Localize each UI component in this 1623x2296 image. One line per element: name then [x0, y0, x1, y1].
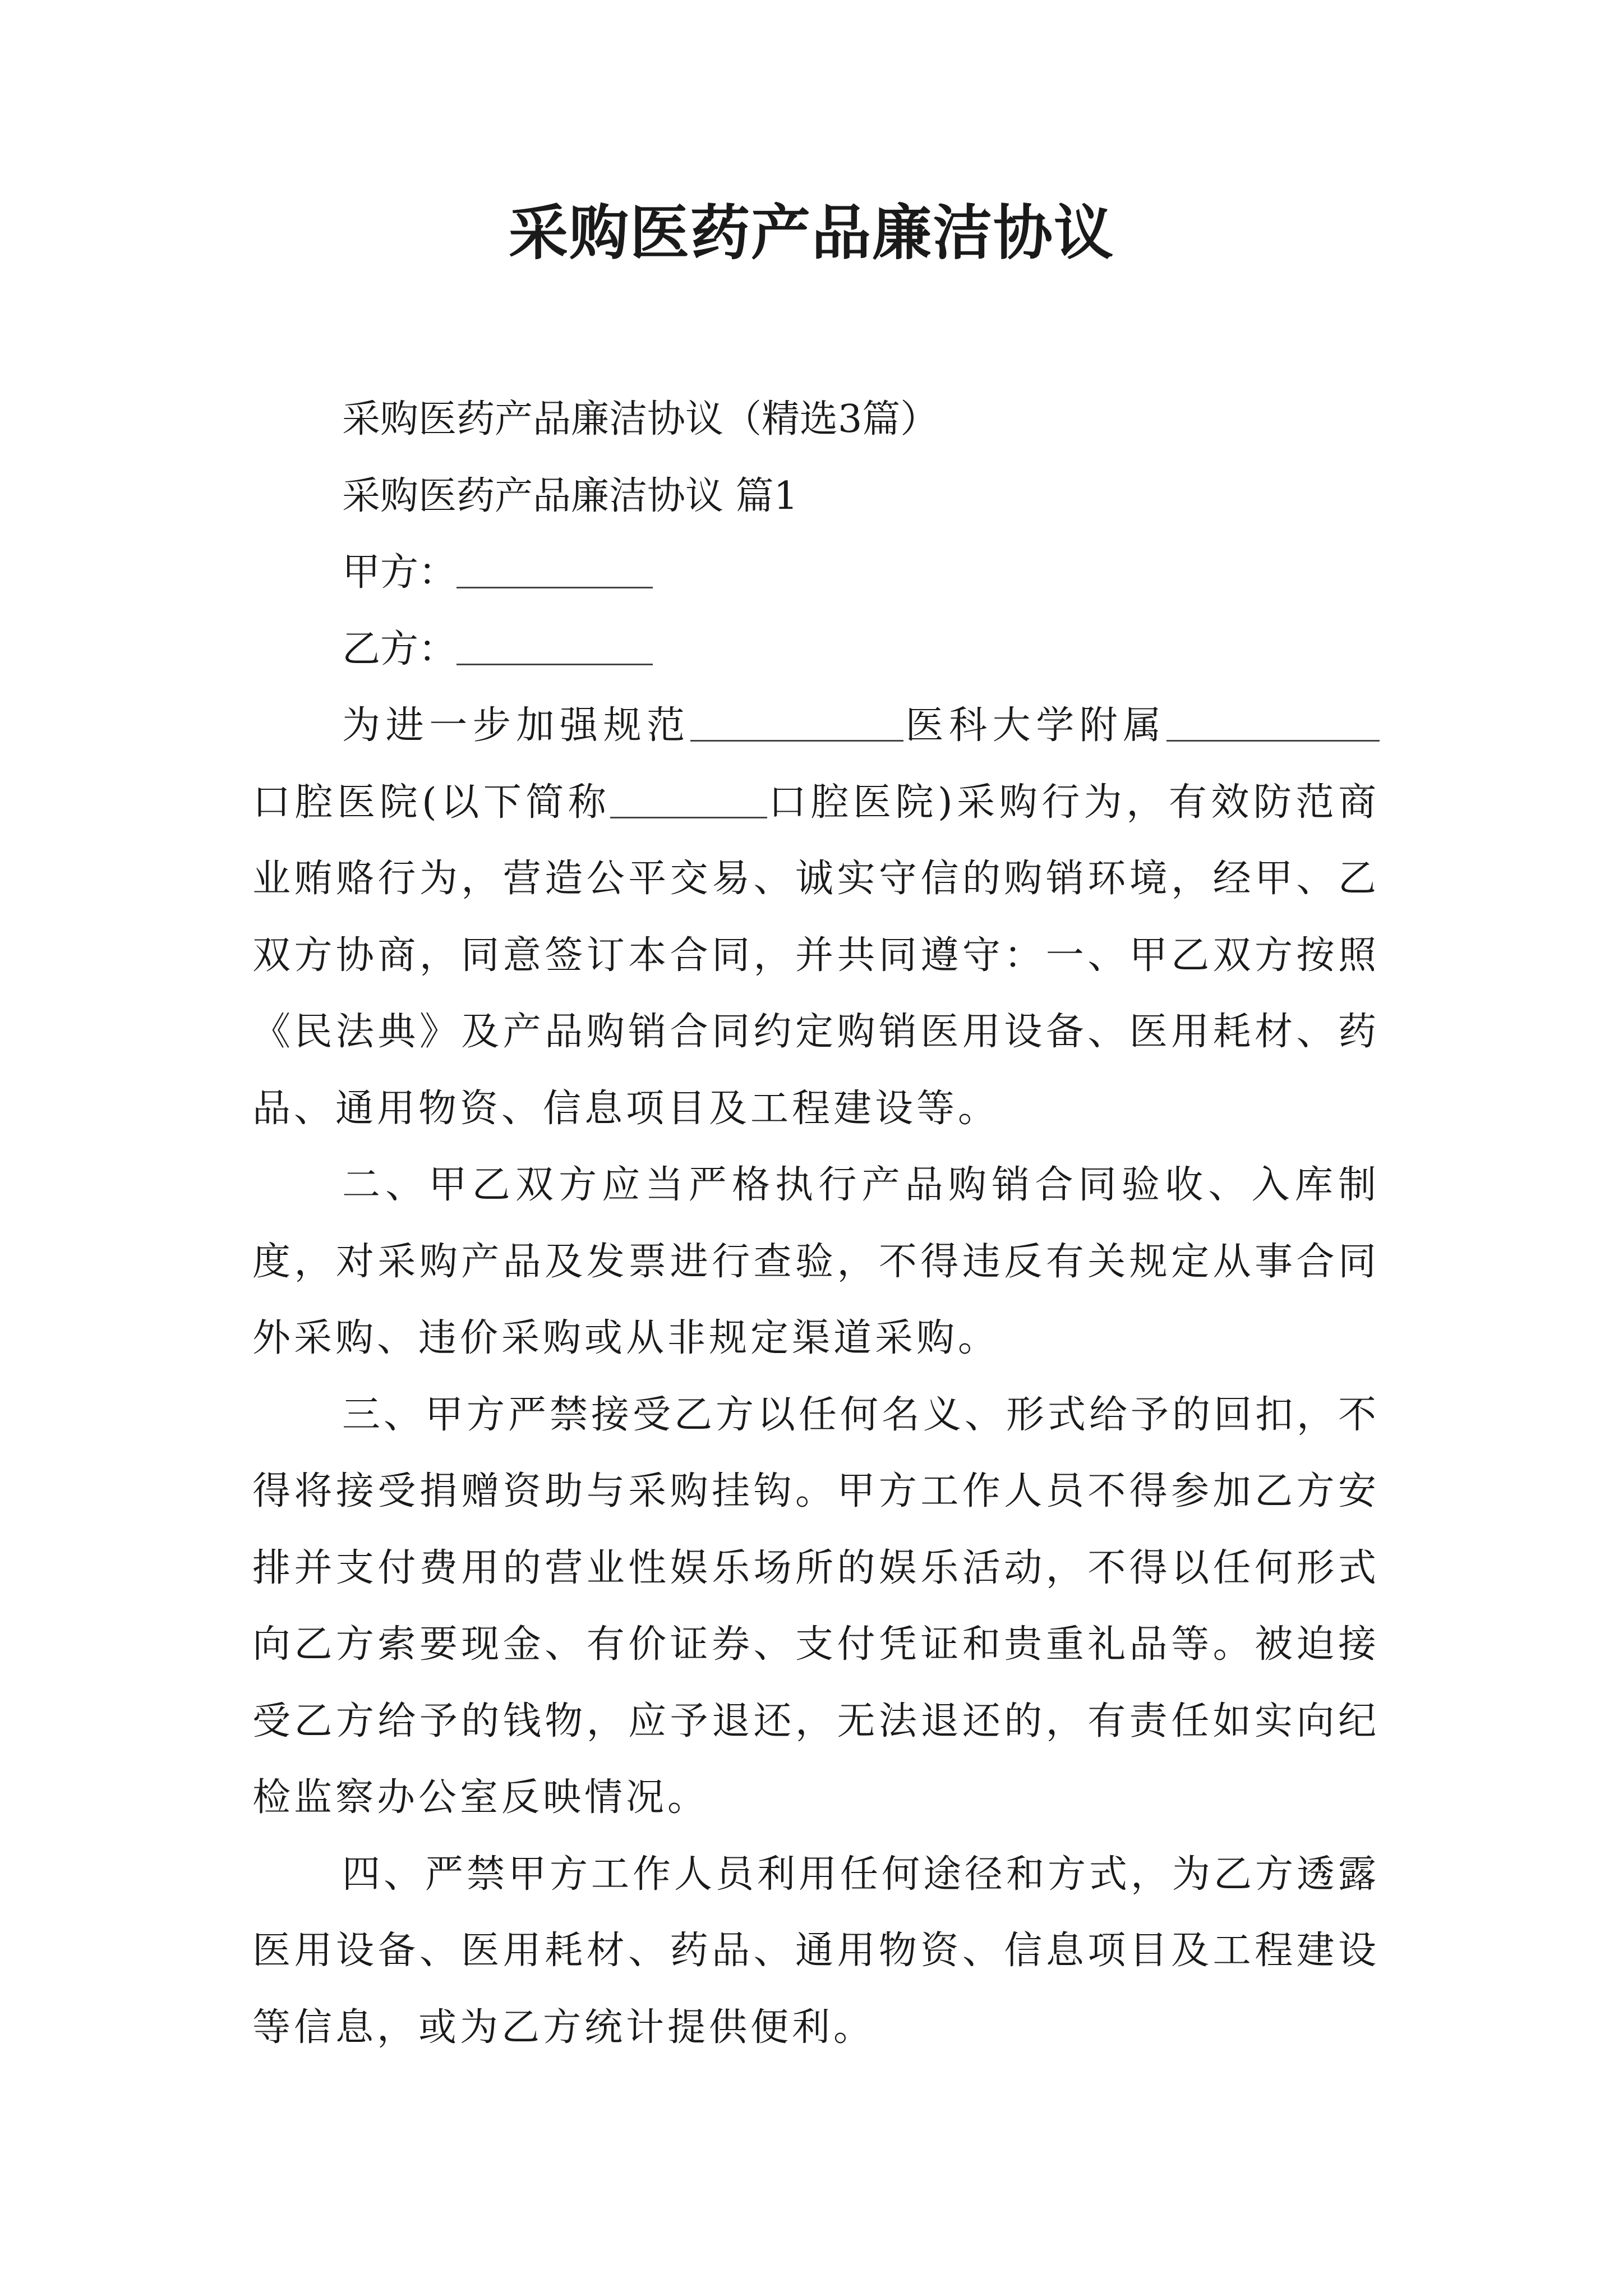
intro-text-3: 口腔医院(以下简称: [252, 780, 611, 825]
intro-blank-2: [1166, 701, 1380, 742]
intro-text-4: 口腔医院)采购行为，有效防范商业贿赂行为，营造公平交易、诚实守信的购销环境，经甲、乙双方协商，同意签订本合同，并共同遵守：一、甲乙双方按照《民法典》及产品购销合同约定购销医用设备、医用耗材、药品、通用物资、信息项目及工程建设等。: [252, 780, 1380, 1131]
clause-4-paragraph: 四、严禁甲方工作人员利用任何途径和方式，为乙方透露医用设备、医用耗材、药品、通用物资、信息项目及工程建设等信息，或为乙方统计提供便利。: [252, 1852, 1380, 2050]
intro-blank-3: [610, 777, 767, 818]
intro-blank-1: [690, 701, 903, 742]
party-a-line: [252, 535, 1380, 611]
party-b-label: 乙方：: [342, 627, 457, 671]
document-title: 采购医药产品廉洁协议: [509, 197, 1114, 268]
party-a-blank: [457, 547, 653, 588]
party-b-line: [252, 611, 1380, 688]
party-b-blank: [457, 624, 653, 665]
clause-2-paragraph: 二、甲乙双方应当严格执行产品购销合同验收、入库制度，对采购产品及发票进行查验，不得违反有关规定从事合同外采购、违价采购或从非规定渠道采购。: [252, 1163, 1380, 1360]
party-a-label: 甲方：: [342, 550, 457, 595]
intro-text-2: 医科大学附属: [903, 703, 1166, 748]
intro-paragraph: [252, 688, 1380, 1147]
clause-3-paragraph: 三、甲方严禁接受乙方以任何名义、形式给予的回扣，不得将接受捐赠资助与采购挂钩。甲方工作人员不得参加乙方安排并支付费用的营业性娱乐场所的娱乐活动，不得以任何形式向乙方索要现金、有价证券、支付凭证和贵重礼品等。被迫接受乙方给予的钱物，应予退还，无法退还的，有责任如实向纪检监察办公室反映情况。: [252, 1392, 1380, 1820]
document-body: [252, 381, 1380, 2066]
intro-text-1: 为进一步加强规范: [342, 703, 690, 748]
section-heading: 采购医药产品廉洁协议 篇1: [342, 473, 798, 518]
document-subtitle: 采购医药产品廉洁协议（精选3篇）: [342, 397, 939, 441]
